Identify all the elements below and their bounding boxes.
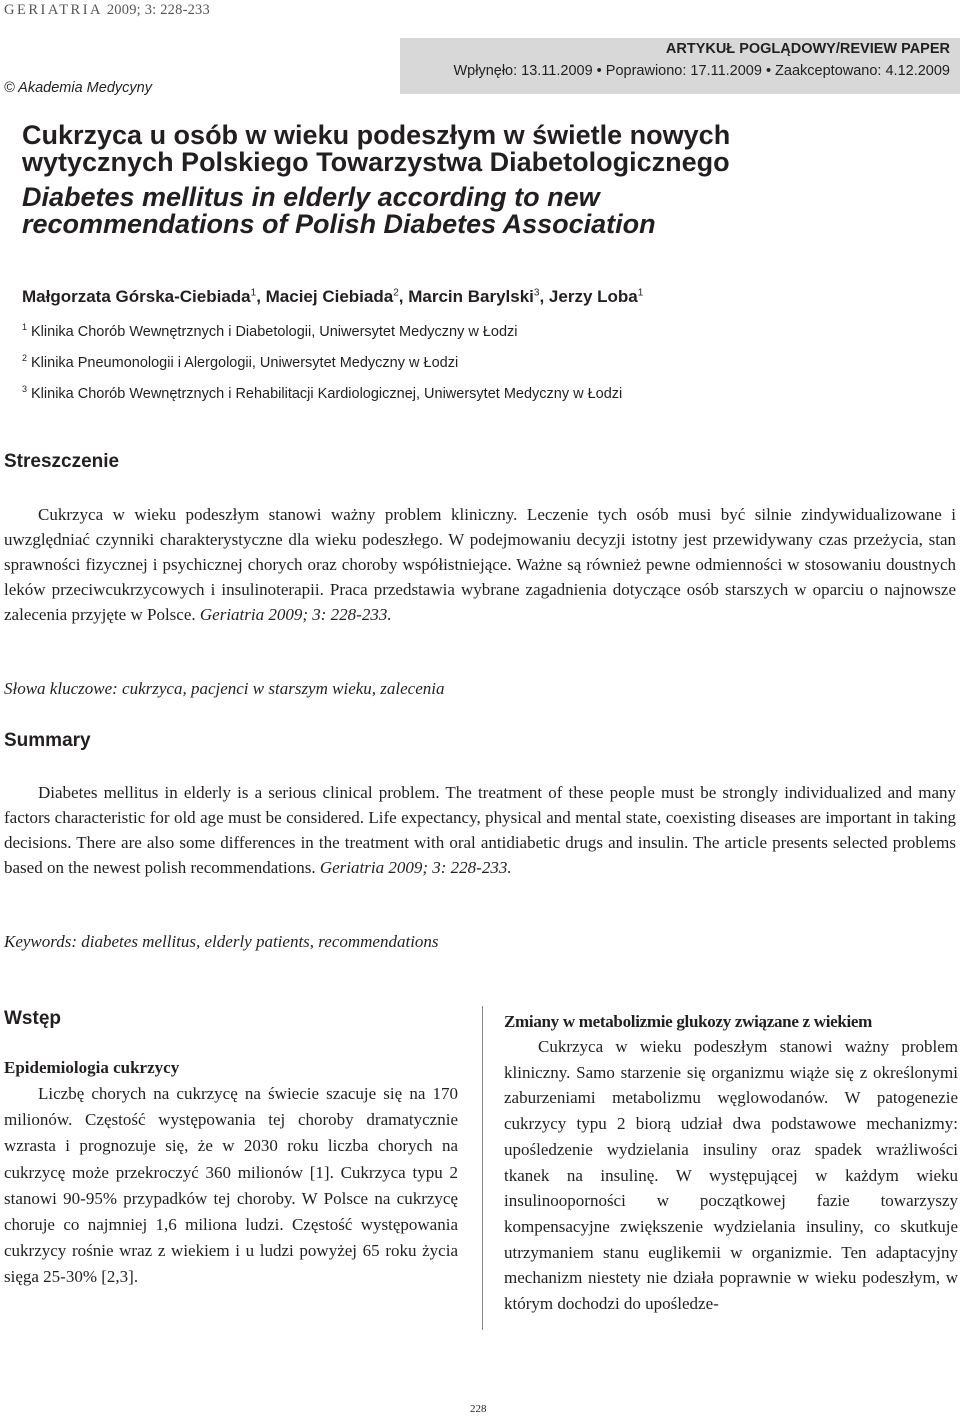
author-name: Marcin Barylski bbox=[408, 287, 534, 306]
abstract-english bbox=[4, 780, 956, 880]
title-polish-line: Cukrzyca u osób w wieku podeszłym w świetle nowych bbox=[22, 120, 731, 150]
affiliation-item bbox=[22, 376, 622, 407]
author-affiliation-number: 1 bbox=[250, 287, 257, 299]
author-affiliation-number: 2 bbox=[393, 287, 399, 299]
running-head bbox=[4, 2, 210, 19]
author-name: Maciej Ciebiada bbox=[265, 287, 394, 306]
affiliation-item bbox=[22, 314, 622, 345]
affiliation-number: 3 bbox=[22, 383, 28, 394]
copyright-notice: © Akademia Medycyny bbox=[4, 80, 152, 96]
article-info-box bbox=[400, 38, 960, 94]
author-name: Małgorzata Górska-Ciebiada bbox=[22, 287, 251, 306]
title-english-line: recommendations of Polish Diabetes Association bbox=[22, 209, 656, 239]
metabolism-subheading: Zmiany w metabolizmie glukozy związane z wiekiem bbox=[504, 1012, 873, 1031]
affiliation-number: 2 bbox=[22, 352, 28, 363]
abstract-heading-polish: Streszczenie bbox=[4, 451, 120, 472]
title-english-line: Diabetes mellitus in elderly according to new bbox=[22, 182, 600, 212]
title-polish bbox=[22, 122, 952, 176]
left-column bbox=[4, 1055, 458, 1291]
keywords-english: Keywords: diabetes mellitus, elderly patients, recommendations bbox=[4, 932, 439, 951]
affiliation-text: Klinika Pneumonologii i Alergologii, Uniwersytet Medyczny w Łodzi bbox=[31, 354, 459, 371]
abstract-polish-body: Cukrzyca w wieku podeszłym stanowi ważny problem kliniczny. Leczenie tych osób musi być silnie zindywidualizowane i uwzględniać czynniki charakterystyczne dla wieku podeszłego. W podejmowaniu decyzji istotny jest przewidywany czas przeżycia, stan sprawności fizycznej i psychicznej chorych oraz choroby współistniejące. Ważne są również pewne odmienności w stosowaniu doustnych leków przeciwcukrzycowych i insulinoterapii. Praca przedstawia wybrane zagadnienia dotyczące osób starszych w oparciu o najnowsze zalecenia przyjęte w Polsce. bbox=[4, 505, 956, 624]
affiliation-text: Klinika Chorób Wewnętrznych i Diabetologii, Uniwersytet Medyczny w Łodzi bbox=[31, 323, 518, 340]
author-name: Jerzy Loba bbox=[548, 287, 638, 306]
author-affiliation-number: 1 bbox=[637, 287, 644, 299]
abstract-heading-english: Summary bbox=[4, 730, 91, 751]
affiliation-number: 1 bbox=[22, 322, 28, 332]
author-affiliation-number: 3 bbox=[533, 287, 540, 299]
affiliation-item bbox=[22, 345, 622, 376]
article-type: ARTYKUŁ POGLĄDOWY/REVIEW PAPER bbox=[665, 41, 950, 57]
authors-line: Małgorzata Górska-Ciebiada$^1$, Maciej Ciebiada$^2$, Marcin Barylski$^3$, Jerzy Loba$^1$ bbox=[22, 287, 644, 306]
abstract-polish bbox=[4, 502, 956, 627]
journal-name: GERIATRIA bbox=[4, 2, 104, 18]
right-column bbox=[504, 1010, 958, 1317]
title-english bbox=[22, 184, 952, 238]
abstract-english-citation: Geriatria 2009; 3: 228-233. bbox=[319, 858, 512, 877]
affiliations bbox=[22, 314, 622, 406]
article-dates: Wpłynęło: 13.11.2009 • Poprawiono: 17.11.2009 • Zaakceptowano: 4.12.2009 bbox=[453, 63, 950, 79]
affiliation-text: Klinika Chorób Wewnętrznych i Rehabilitacji Kardiologicznej, Uniwersytet Medyczny w Łodzi bbox=[31, 385, 623, 402]
column-divider bbox=[482, 1006, 483, 1330]
page-number: 228 bbox=[470, 1403, 487, 1415]
keywords-polish: Słowa kluczowe: cukrzyca, pacjenci w starszym wieku, zalecenia bbox=[4, 679, 445, 698]
epidemiology-subheading: Epidemiologia cukrzycy bbox=[4, 1058, 180, 1077]
metabolism-paragraph: Cukrzyca w wieku podeszłym stanowi ważny problem kliniczny. Samo starzenie się organizmu wiąże się z określonymi zaburzeniami metabolizmu węglowodanów. W patogenezie cukrzycy typu 2 biorą udział dwa podstawowe mechanizmy: upośledzenie wydzielania insuliny oraz spadek wrażliwości tkanek na insulinę. W występującej w każdym wieku insulinooporności w początkowej fazie towarzyszy kompensacyjne zwiększenie wydzielania insuliny, co skutkuje utrzymaniem stanu euglikemii w organizmie. Ten adaptacyjny mechanizm niestety nie działa poprawnie w wieku podeszłym, w którym dochodzi do upośledze- bbox=[504, 1037, 958, 1314]
introduction-heading: Wstęp bbox=[4, 1008, 61, 1029]
journal-citation: 2009; 3: 228-233 bbox=[106, 2, 210, 18]
abstract-polish-citation: Geriatria 2009; 3: 228-233. bbox=[199, 605, 392, 624]
abstract-english-body: Diabetes mellitus in elderly is a serious clinical problem. The treatment of these people must be strongly individualized and many factors characteristic for old age must be considered. Life expectancy, physical and mental state, coexisting diseases are important in taking decisions. There are also some differences in the treatment with oral antidiabetic drugs and insulin. The article presents selected problems based on the newest polish recommendations. bbox=[4, 783, 956, 877]
title-polish-line: wytycznych Polskiego Towarzystwa Diabetologicznego bbox=[22, 147, 730, 177]
epidemiology-paragraph: Liczbę chorych na cukrzycę na świecie szacuje się na 170 milionów. Częstość występowania tej choroby dramatycznie wzrasta i prognozuje się, że w 2030 roku liczba chorych na cukrzycę może przekroczyć 360 milionów [1]. Cukrzyca typu 2 stanowi 90-95% przypadków tej choroby. W Polsce na cukrzycę choruje co najmniej 1,6 miliona ludzi. Częstość występowania cukrzycy rośnie wraz z wiekiem i u ludzi powyżej 65 roku życia sięga 25-30% [2,3]. bbox=[4, 1084, 458, 1287]
